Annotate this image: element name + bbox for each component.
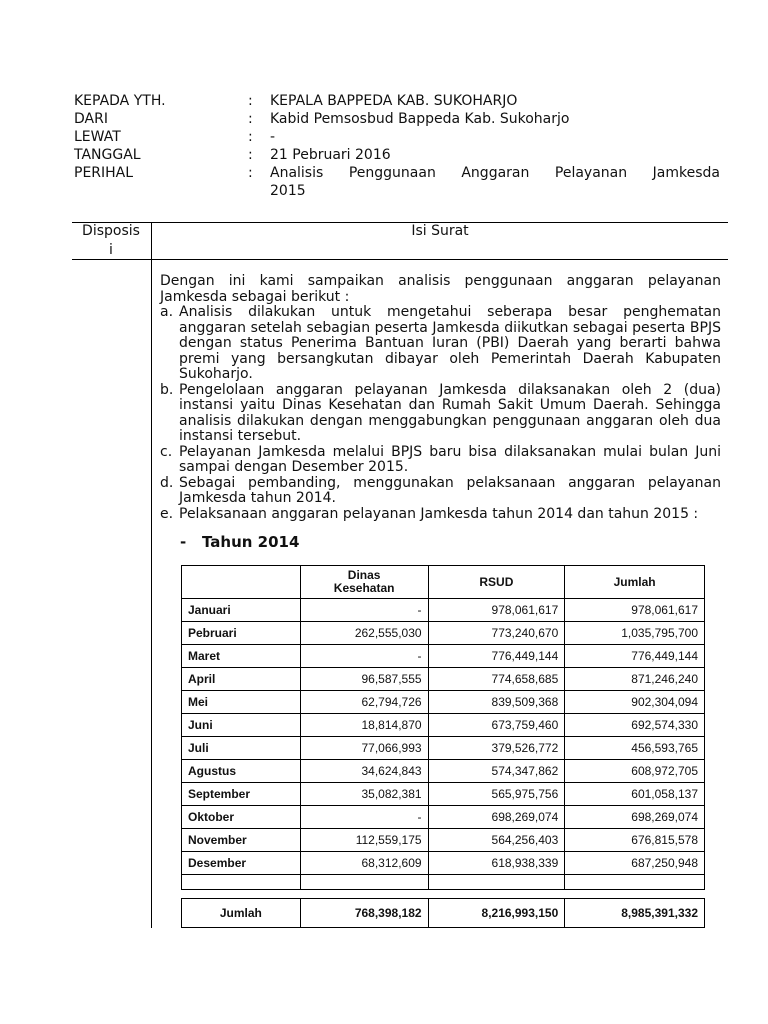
jumlah-cell: 698,269,074: [565, 806, 705, 829]
table-row: [182, 783, 705, 806]
month-cell: Pebruari: [182, 622, 301, 645]
subheading-dash: -: [180, 533, 187, 551]
table-total-row: [182, 899, 705, 928]
month-cell: Juni: [182, 714, 301, 737]
empty-cell: [182, 875, 301, 890]
disposisi-label-wrap: i: [109, 242, 113, 258]
table-row: [182, 691, 705, 714]
rsud-cell: 839,509,368: [428, 691, 565, 714]
table-row: [182, 852, 705, 875]
jumlah-cell: 601,058,137: [565, 783, 705, 806]
list-text: Analisis dilakukan untuk mengetahui seberapa besar penghematan anggaran setelah sebagian peserta Jamkesda diikutkan sebagai peserta BPJS dengan status Penerima Bantuan Iuran (PBI) Daerah yang berarti bahwa premi yang bersangkutan dibayar oleh Pemerintah Daerah Kabupaten Sukoharjo.: [179, 304, 721, 382]
header-key: DARI: [74, 111, 108, 127]
dinas-kesehatan-cell: 112,559,175: [300, 829, 428, 852]
list-text: Sebagai pembanding, menggunakan pelaksanaan anggaran pelayanan Jamkesda tahun 2014.: [179, 474, 721, 506]
header-row-tanggal: [74, 146, 734, 164]
list-text: Pelayanan Jamkesda melalui BPJS baru bisa dilaksanakan mulai bulan Juni sampai dengan Desember 2015.: [179, 443, 721, 475]
budget-table-2014: [181, 565, 705, 928]
jumlah-cell: 692,574,330: [565, 714, 705, 737]
subheading-tahun-2014: [180, 533, 299, 551]
list-marker: d.: [160, 474, 174, 491]
disposisi-label: Disposis: [82, 223, 140, 239]
header-value: KEPALA BAPPEDA KAB. SUKOHARJO: [270, 93, 518, 109]
month-cell: Januari: [182, 599, 301, 622]
dinas-kesehatan-cell: -: [300, 599, 428, 622]
empty-cell: [300, 890, 428, 899]
month-cell: Agustus: [182, 760, 301, 783]
header-colon: :: [248, 165, 253, 181]
dinas-kesehatan-cell: 35,082,381: [300, 783, 428, 806]
list-marker: a.: [160, 304, 174, 320]
header-value: -: [270, 129, 276, 145]
list-item: [160, 445, 721, 476]
rsud-cell: 574,347,862: [428, 760, 565, 783]
header-key: KEPADA YTH.: [74, 93, 166, 109]
header-colon: :: [248, 111, 253, 127]
table-row: [182, 806, 705, 829]
list-marker: b.: [160, 381, 174, 398]
dinas-kesehatan-cell: 68,312,609: [300, 852, 428, 875]
list-marker: e.: [160, 505, 174, 522]
column-header-jumlah: Jumlah: [565, 566, 705, 599]
rsud-cell: 564,256,403: [428, 829, 565, 852]
table-row: [182, 599, 705, 622]
table-row: [182, 737, 705, 760]
header-colon: :: [248, 129, 253, 145]
table-header-row: [182, 566, 705, 599]
empty-cell: [182, 890, 301, 899]
jumlah-cell: 608,972,705: [565, 760, 705, 783]
rsud-cell: 978,061,617: [428, 599, 565, 622]
dinas-kesehatan-cell: -: [300, 806, 428, 829]
list-text: Pelaksanaan anggaran pelayanan Jamkesda tahun 2014 dan tahun 2015 :: [179, 505, 699, 522]
table-blank-row: [182, 875, 705, 890]
total-jumlah-cell: 8,985,391,332: [565, 899, 705, 928]
month-cell: April: [182, 668, 301, 691]
header-colon: :: [248, 93, 253, 109]
jumlah-cell: 776,449,144: [565, 645, 705, 668]
column-header-dinas-kesehatan: Dinas Kesehatan: [300, 566, 428, 599]
table-row: [182, 760, 705, 783]
rsud-cell: 774,658,685: [428, 668, 565, 691]
column-header-rsud: RSUD: [428, 566, 565, 599]
list-item: [160, 507, 721, 523]
disposisi-heading: [74, 222, 148, 260]
empty-cell: [428, 890, 565, 899]
table-row: [182, 668, 705, 691]
header-key: TANGGAL: [74, 147, 141, 163]
list-marker: c.: [160, 443, 173, 460]
dinas-kesehatan-cell: 18,814,870: [300, 714, 428, 737]
month-cell: November: [182, 829, 301, 852]
box-column-divider: [151, 222, 152, 928]
empty-cell: [428, 875, 565, 890]
header-value: Analisis Penggunaan Anggaran Pelayanan Jamkesda: [270, 165, 720, 181]
subheading-text: Tahun 2014: [202, 533, 300, 551]
header-key: LEWAT: [74, 129, 121, 145]
header-colon: :: [248, 147, 253, 163]
empty-cell: [565, 890, 705, 899]
month-cell: Juli: [182, 737, 301, 760]
rsud-cell: 776,449,144: [428, 645, 565, 668]
rsud-cell: 618,938,339: [428, 852, 565, 875]
header-row-lewat: [74, 128, 734, 146]
header-key: PERIHAL: [74, 165, 134, 181]
total-dinas-kesehatan-cell: 768,398,182: [300, 899, 428, 928]
letter-body: [160, 274, 721, 522]
dinas-kesehatan-cell: 262,555,030: [300, 622, 428, 645]
month-cell: Oktober: [182, 806, 301, 829]
jumlah-cell: 456,593,765: [565, 737, 705, 760]
month-cell: Desember: [182, 852, 301, 875]
box-header-border: [72, 259, 728, 260]
dinas-kesehatan-cell: 34,624,843: [300, 760, 428, 783]
list-item: [160, 476, 721, 507]
list-text: Pengelolaan anggaran pelayanan Jamkesda dilaksanakan oleh 2 (dua) instansi yaitu Dinas Kesehatan dan Rumah Sakit Umum Daerah. Sehingga analisis dilakukan dengan menggabungkan penggunaan anggaran oleh dua instansi tersebut.: [179, 381, 721, 444]
isi-surat-heading: Isi Surat: [411, 223, 469, 239]
header-value: Kabid Pemsosbud Bappeda Kab. Sukoharjo: [270, 111, 570, 127]
dinas-kesehatan-cell: 96,587,555: [300, 668, 428, 691]
table-row: [182, 829, 705, 852]
empty-cell: [300, 875, 428, 890]
empty-cell: [565, 875, 705, 890]
list-item: [160, 383, 721, 445]
dinas-kesehatan-cell: 77,066,993: [300, 737, 428, 760]
header-row-dari: [74, 110, 734, 128]
jumlah-cell: 978,061,617: [565, 599, 705, 622]
rsud-cell: 698,269,074: [428, 806, 565, 829]
month-cell: Maret: [182, 645, 301, 668]
rsud-cell: 565,975,756: [428, 783, 565, 806]
header-value-continued: 2015: [270, 183, 306, 199]
column-header-month: [182, 566, 301, 599]
jumlah-cell: 871,246,240: [565, 668, 705, 691]
jumlah-cell: 687,250,948: [565, 852, 705, 875]
rsud-cell: 379,526,772: [428, 737, 565, 760]
rsud-cell: 773,240,670: [428, 622, 565, 645]
jumlah-cell: 1,035,795,700: [565, 622, 705, 645]
table-gap-row: [182, 890, 705, 899]
header-value: 21 Pebruari 2016: [270, 147, 391, 163]
month-cell: Mei: [182, 691, 301, 714]
jumlah-cell: 676,815,578: [565, 829, 705, 852]
rsud-cell: 673,759,460: [428, 714, 565, 737]
header-row-perihal: [74, 164, 734, 200]
month-cell: September: [182, 783, 301, 806]
table-row: [182, 645, 705, 668]
table-row: [182, 622, 705, 645]
dinas-kesehatan-cell: -: [300, 645, 428, 668]
jumlah-cell: 902,304,094: [565, 691, 705, 714]
header-row-kepada: [74, 92, 734, 110]
table-row: [182, 714, 705, 737]
intro-paragraph: Dengan ini kami sampaikan analisis penggunaan anggaran pelayanan Jamkesda sebagai berikut :: [160, 273, 721, 305]
list-item: [160, 305, 721, 383]
total-rsud-cell: 8,216,993,150: [428, 899, 565, 928]
memo-header: [74, 92, 734, 200]
dinas-kesehatan-cell: 62,794,726: [300, 691, 428, 714]
total-month-cell: Jumlah: [182, 899, 301, 928]
